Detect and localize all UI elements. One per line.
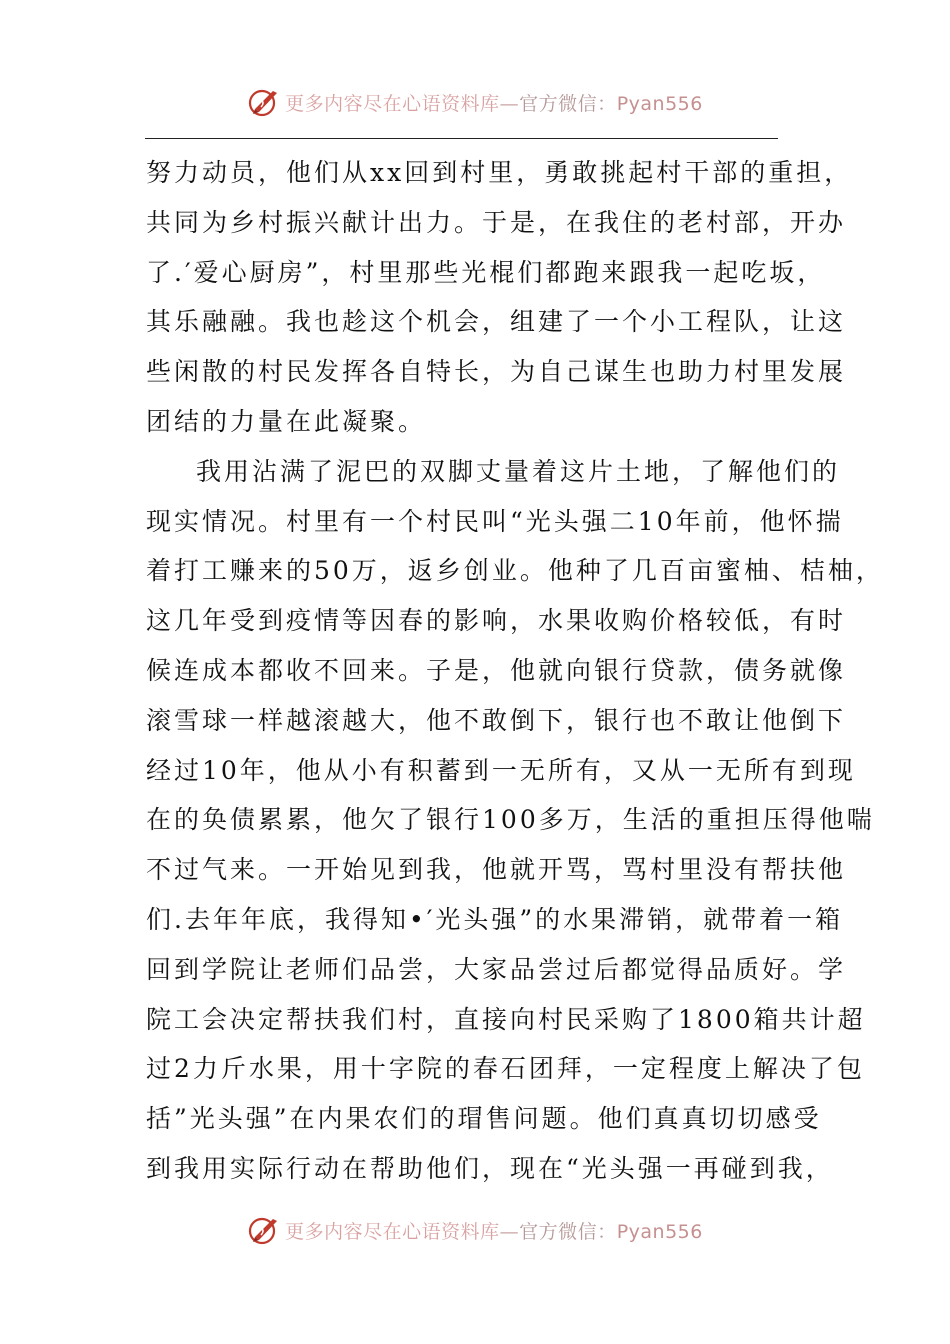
text-line: 在的奂债累累，他欠了银行100多万，生活的重担压得他喘 — [146, 805, 875, 835]
text-line: 不过气来。一开始见到我，他就开骂，骂村里没有帮扶他 — [146, 855, 847, 885]
text-line: 些闲散的村民发挥各自特长，为自己谋生也助力村里发展 — [146, 357, 847, 387]
text-line: 经过10年，他从小有积蓄到一无所有，又从一无所有到现 — [146, 755, 856, 785]
header-banner — [0, 80, 950, 124]
text-line: 这几年受到疫情等因春的影响，水果收购价格较低，有时 — [146, 606, 847, 636]
text-line: 过2力斤水果，用十字院的春石团拜，一定程度上解决了包 — [146, 1054, 865, 1084]
text-line: 共同为乡村振兴献计出力。于是，在我住的老村部，开办 — [146, 207, 847, 237]
text-line: 院工会决定帮扶我们村，直接向村民采购了1800箱共计超 — [146, 1004, 866, 1034]
footer-banner-label: 官方微信： — [519, 1220, 617, 1243]
pen-logo-icon — [247, 85, 281, 119]
header-banner-dash: — — [499, 92, 520, 115]
footer-banner-main: 更多内容尽在心语资料库 — [285, 1220, 500, 1243]
header-banner-label: 官方微信： — [519, 92, 617, 115]
footer-banner-dash: — — [499, 1220, 520, 1243]
text-line: 到我用实际行动在帮助他们，现在“光头强一再碰到我， — [146, 1153, 834, 1183]
text-line: 括”光头强”在内果农们的瑁售问题。他们真真切切感受 — [146, 1104, 822, 1134]
text-line: 努力动员，他们从xx回到村里，勇敢挑起村干部的重担， — [146, 158, 853, 187]
text-line: 候连成本都收不回来。子是，他就向银行贷款，债务就像 — [146, 655, 847, 685]
text-line: 滚雪球一样越滚越大，他不敢倒下，银行也不敢让他倒下 — [146, 705, 847, 735]
header-banner-main: 更多内容尽在心语资料库 — [285, 92, 500, 115]
header-divider — [145, 138, 778, 139]
footer-banner — [0, 1208, 950, 1252]
footer-banner-text — [285, 1217, 703, 1244]
text-line: 着打工赚来的50万，返乡创业。他种了几百亩蜜柚、桔柚， — [146, 556, 884, 586]
footer-banner-wechat: Pyan556 — [616, 1220, 703, 1243]
text-line: 了.′爱心厨房”，村里那些光棍们都跑来跟我一起吃坂， — [146, 257, 826, 287]
text-line: 团结的力量在此凝聚。 — [146, 406, 427, 436]
header-banner-wechat: Pyan556 — [616, 92, 703, 115]
document-body — [146, 148, 884, 1194]
header-banner-text — [285, 89, 703, 116]
text-line: 我用沾满了泥巴的双脚丈量着这片土地，了解他们的 — [196, 456, 841, 486]
text-line: 其乐融融。我也趁这个机会，组建了一个小工程队，让这 — [146, 307, 847, 337]
text-line: 现实情况。村里有一个村民叫“光头强二10年前，他怀揣 — [146, 506, 844, 536]
text-line: 回到学院让老师们品尝，大家品尝过后都觉得品质好。学 — [146, 954, 847, 984]
pen-logo-icon — [247, 1213, 281, 1247]
text-line: 们.去年年底，我得知•′光头强”的水果滞销，就带着一箱 — [146, 904, 844, 934]
